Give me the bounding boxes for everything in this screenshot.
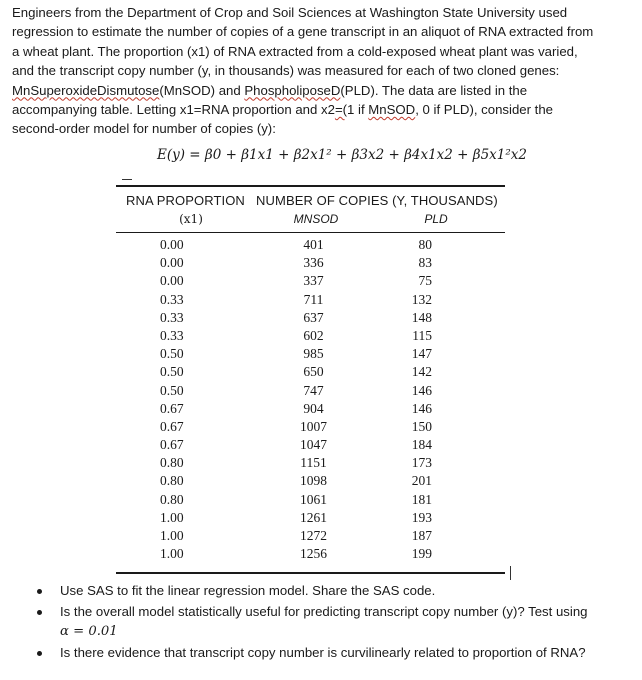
table-row: [116, 310, 505, 328]
list-item: [30, 643, 636, 662]
cell-mnsod-copies: 747: [303, 382, 324, 398]
table-row: [116, 492, 505, 510]
table-row: [116, 383, 505, 401]
spellcheck-word-mnsod[interactable]: MnSOD: [368, 102, 416, 118]
table-row: [116, 401, 505, 419]
cell-pld-copies: 193: [411, 509, 432, 525]
cell-mnsod-copies: 1047: [300, 437, 327, 453]
table-row: [116, 528, 505, 546]
cell-pld-copies: 83: [418, 255, 432, 271]
intro-line-6-part-a: accompanying table. Letting x1=RNA proportion and x2: [12, 102, 335, 118]
subheader-rna: (x1): [179, 212, 203, 226]
question-2-alpha: α = 0.01: [60, 623, 118, 639]
cell-mnsod-copies: 904: [303, 400, 324, 416]
spellcheck-word-phospholipose[interactable]: PhospholiposeD: [244, 82, 341, 98]
intro-line-7: second-order model for number of copies (y):: [12, 121, 276, 137]
cell-pld-copies: 181: [411, 491, 432, 507]
table-top-rule: [116, 185, 505, 187]
spellcheck-mark-paren[interactable]: =(: [334, 102, 348, 118]
cell-pld-copies: 75: [418, 273, 432, 289]
cell-pld-copies: 199: [411, 546, 432, 562]
cell-rna-proportion: 0.50: [160, 346, 184, 362]
cell-rna-proportion: 0.67: [160, 400, 184, 416]
intro-line-3: a wheat plant. The proportion (x1) of RNA extracted from a cold-exposed wheat plant was varied,: [12, 43, 578, 59]
cell-rna-proportion: 1.00: [160, 546, 184, 562]
cell-mnsod-copies: 1151: [300, 455, 327, 471]
intro-line-6-part-e: , 0 if PLD), consider the: [415, 102, 554, 118]
subheader-pld: PLD: [424, 212, 448, 226]
cell-rna-proportion: 0.33: [160, 291, 184, 307]
cell-pld-copies: 132: [411, 291, 432, 307]
text-cursor: [510, 566, 511, 580]
cell-rna-proportion: 1.00: [160, 528, 184, 543]
cell-pld-copies: 150: [411, 418, 432, 434]
cell-rna-proportion: 0.67: [160, 418, 184, 434]
table-bottom-rule: [116, 572, 505, 574]
table-row: [116, 437, 505, 455]
intro-line-4: and the transcript copy number (y, in thousands) was measured for each of two cloned genes:: [12, 63, 560, 79]
cell-mnsod-copies: 985: [303, 346, 324, 362]
cell-rna-proportion: 0.00: [160, 273, 184, 289]
cell-pld-copies: 147: [411, 346, 432, 362]
intro-line-6: [12, 100, 636, 119]
cell-rna-proportion: 0.50: [160, 364, 184, 380]
cell-pld-copies: 142: [411, 364, 432, 380]
question-2: Is the overall model statistically useful for predicting transcript copy number (y)? Test using: [60, 604, 588, 620]
cell-rna-proportion: 1.00: [160, 509, 184, 525]
question-1: Use SAS to fit the linear regression model. Share the SAS code.: [60, 583, 436, 598]
cell-pld-copies: 80: [418, 237, 432, 252]
cell-pld-copies: 115: [412, 327, 432, 343]
table-row: [116, 419, 505, 437]
table-row: [116, 273, 505, 291]
cell-rna-proportion: 0.00: [160, 255, 184, 271]
subheader-mnsod: MNSOD: [293, 212, 339, 226]
table-header-main: RNA PROPORTION NUMBER OF COPIES (Y, THOUSANDS): [126, 193, 498, 208]
cell-rna-proportion: 0.33: [160, 327, 184, 343]
table-row: [116, 237, 505, 255]
cell-mnsod-copies: 336: [303, 255, 324, 271]
cell-pld-copies: 146: [411, 382, 432, 398]
table-body: [116, 237, 505, 564]
list-item: [30, 602, 636, 641]
model-equation: [157, 147, 527, 163]
cell-mnsod-copies: 637: [303, 309, 324, 325]
table-row: [116, 328, 505, 346]
table-row: [116, 546, 505, 564]
table-header-rule: [116, 232, 505, 233]
table-row: [116, 510, 505, 528]
intro-paragraph: [12, 3, 636, 139]
spellcheck-word-mnsuperoxide[interactable]: MnSuperoxideDismutose: [12, 82, 160, 98]
bullet-icon: [37, 589, 42, 594]
cell-mnsod-copies: 1061: [300, 491, 327, 507]
model-equation-text: E(y) = β0 + β1x1 + β2x1² + β3x2 + β4x1x2 + β5x1²x2: [157, 147, 527, 163]
cell-pld-copies: 201: [411, 473, 432, 489]
cell-rna-proportion: 0.50: [160, 382, 184, 398]
cell-mnsod-copies: 1007: [300, 418, 327, 434]
cell-mnsod-copies: 1256: [300, 546, 327, 562]
bullet-icon: [37, 610, 42, 615]
cell-rna-proportion: 0.80: [160, 491, 184, 507]
cell-mnsod-copies: 602: [303, 327, 324, 343]
cell-mnsod-copies: 337: [303, 273, 324, 289]
question-3: Is there evidence that transcript copy number is curvilinearly related to proportion of RNA?: [60, 645, 586, 661]
cell-rna-proportion: 0.80: [160, 473, 184, 489]
cell-pld-copies: 187: [411, 528, 432, 543]
table-row: [116, 364, 505, 382]
cell-pld-copies: 173: [411, 455, 432, 471]
cell-mnsod-copies: 1272: [300, 528, 327, 543]
cell-rna-proportion: 0.33: [160, 309, 184, 325]
cell-mnsod-copies: 1261: [300, 509, 327, 525]
intro-line-5-part-b: (MnSOD) and: [159, 82, 245, 98]
table-row: [116, 473, 505, 491]
bullet-icon: [37, 651, 42, 656]
table-row: [116, 255, 505, 273]
intro-line-5-part-d: (PLD). The data are listed in the: [340, 82, 528, 98]
table-row: [116, 346, 505, 364]
intro-line-6-part-c: 1 if: [347, 102, 369, 118]
intro-line-2: regression to estimate the number of copies of a gene transcript in an aliquot of RNA extracted from: [12, 24, 594, 40]
intro-line-5: [12, 81, 636, 100]
table-row: [116, 292, 505, 310]
cell-mnsod-copies: 1098: [300, 473, 327, 489]
cell-pld-copies: 148: [411, 309, 432, 325]
intro-line-1: Engineers from the Department of Crop and Soil Sciences at Washington State University used: [12, 5, 568, 20]
list-item: [30, 581, 636, 600]
cell-rna-proportion: 0.00: [160, 237, 184, 252]
cell-mnsod-copies: 650: [303, 364, 324, 380]
table-row: [116, 455, 505, 473]
question-list: [30, 581, 636, 665]
cell-pld-copies: 184: [411, 437, 432, 453]
cell-rna-proportion: 0.67: [160, 437, 184, 453]
cell-mnsod-copies: 401: [303, 237, 324, 252]
cell-pld-copies: 146: [411, 400, 432, 416]
cell-rna-proportion: 0.80: [160, 455, 184, 471]
formula-dash: [122, 179, 132, 180]
cell-mnsod-copies: 711: [303, 291, 324, 307]
